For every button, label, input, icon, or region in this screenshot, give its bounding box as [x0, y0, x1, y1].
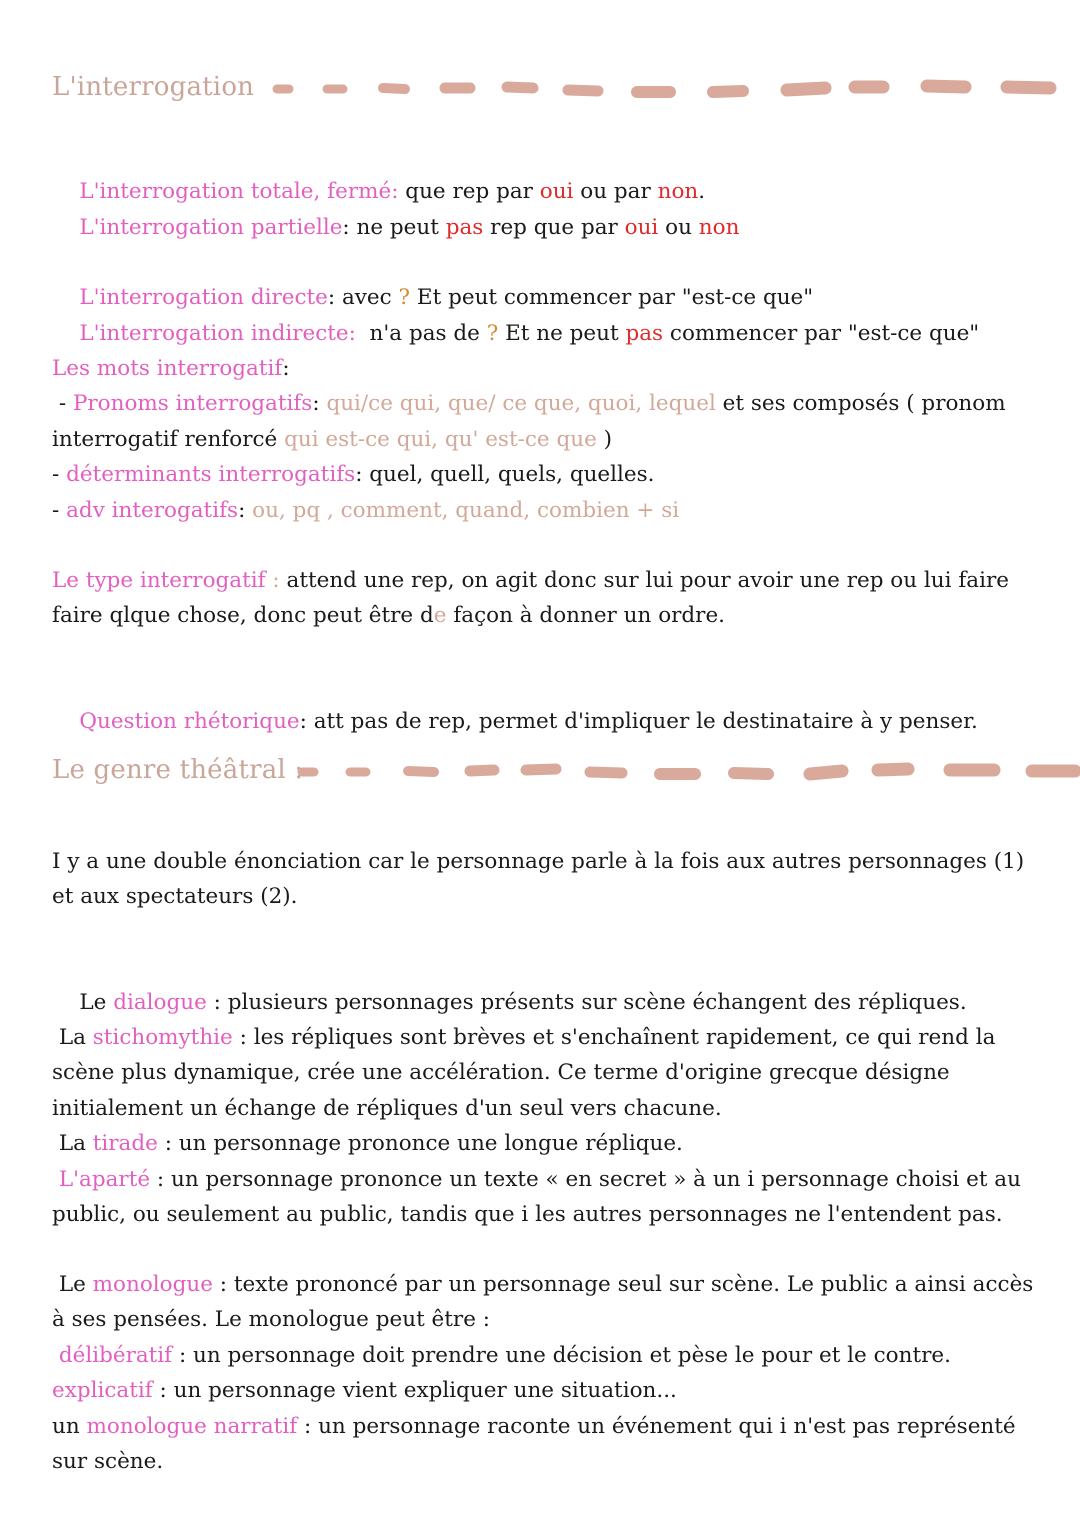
block-type-interrogatif: Le type interrogatif : attend une rep, on agit donc sur lui pour avoir une rep ou lui faire faire qlque chose, donc peut être de façon à donner un ordre. — [52, 568, 1010, 629]
term-monologue: monologue — [92, 1272, 213, 1297]
keyword-non: non — [657, 179, 699, 204]
term-interrogation-totale: L'interrogation totale, fermé: — [79, 179, 399, 204]
term-stichomythie: stichomythie — [92, 1025, 233, 1050]
keyword-non: non — [698, 215, 740, 240]
section-title-genre-theatral: Le genre théâtral : — [52, 755, 304, 785]
block-stichomythie: La stichomythie : les répliques sont brèves et s'enchaînent rapidement, ce qui rend la scène plus dynamique, crée une accélération. Ce terme d'origine grecque désigne initialement un échange de répliques d'un seul vers chacune. La tirade : un personnage prononce une longue réplique. L'aparté : un personnage prononce un texte « en secret » à un i personnage choisi et au public, ou seulement au public, tandis que i les autres personnages ne l'entendent pas. — [52, 1020, 1052, 1232]
aparte-row: L'aparté : un personnage prononce un texte « en secret » à un i personnage choisi et au — [58, 1166, 1021, 1192]
keyword-oui: oui — [624, 215, 659, 240]
question-mark: ? — [398, 285, 411, 310]
line-interrogation-indirecte: L'interrogation indirecte: n'a pas de ? Et ne peut pas commencer par "est-ce que" — [79, 321, 980, 346]
term-aparte: L'aparté — [58, 1166, 151, 1192]
block-mots-interrogatifs — [52, 351, 1052, 528]
term-deliberatif: délibératif — [58, 1342, 173, 1368]
term-adv-interrogatifs: adv interogatifs — [66, 497, 239, 523]
decorative-dashed-line — [290, 754, 1080, 790]
term-interrogation-directe: L'interrogation directe — [79, 285, 328, 310]
keyword-pas: pas — [445, 215, 484, 240]
term-monologue-narratif: monologue narratif — [86, 1413, 298, 1439]
block-monologue: Le monologue : texte prononcé par un personnage seul sur scène. Le public a ainsi accès à ses pensées. Le monologue peut être : délibératif : un personnage doit prendre une décision et pèse le pour et le contre. explicatif : un personnage vient expliquer une situation... un monologue narratif : un personnage raconte un événement qui i n'est pas représenté sur scène. — [52, 1267, 1052, 1479]
line-interrogation-totale: L'interrogation totale, fermé: que rep par oui ou par non. — [79, 179, 706, 204]
line-question-rhetorique: Question rhétorique: att pas de rep, permet d'impliquer le destinataire à y penser. — [79, 709, 978, 734]
adverbes-row: - adv interogatifs: ou, pq , comment, quand, combien + si — [52, 497, 680, 523]
pronoms-row: - Pronoms interrogatifs: qui/ce qui, que/ ce que, quoi, lequel et ses composés ( pronom — [52, 391, 1006, 417]
adverbes-list: ou, pq , comment, quand, combien + si — [252, 497, 680, 523]
explicatif-row: explicatif : un personnage vient expliquer une situation... — [52, 1378, 677, 1404]
pronoms-list: qui/ce qui, que/ ce que, quoi, lequel — [326, 391, 716, 417]
mots-title-row: Les mots interrogatif: — [52, 356, 290, 381]
term-tirade: tirade — [92, 1131, 158, 1157]
question-mark: ? — [486, 321, 499, 346]
term-question-rhetorique: Question rhétorique — [79, 709, 300, 734]
renforce-row: interrogatif renforcé qui est-ce qui, qu' est-ce que ) — [52, 426, 613, 452]
term-type-interrogatif: Le type interrogatif — [52, 568, 266, 593]
term-explicatif: explicatif — [52, 1378, 153, 1404]
line-dialogue: Le dialogue : plusieurs personnages présents sur scène échangent des répliques. — [79, 990, 967, 1015]
keyword-oui: oui — [539, 179, 574, 204]
decorative-dashed-line — [265, 72, 1065, 108]
line-interrogation-partielle: L'interrogation partielle: ne peut pas rep que par oui ou non — [79, 215, 740, 240]
term-dialogue: dialogue — [113, 990, 207, 1015]
keyword-pas: pas — [625, 321, 664, 346]
term-interrogation-indirecte: L'interrogation indirecte: — [79, 321, 356, 346]
narratif-row: un monologue narratif : un personnage raconte un événement qui i n'est pas représenté — [52, 1413, 1016, 1439]
renforce-list: qui est-ce qui, qu' est-ce que — [284, 426, 597, 452]
term-determinants-interrogatifs: déterminants interrogatifs — [66, 462, 356, 488]
block-double-enonciation: I y a une double énonciation car le personnage parle à la fois aux autres personnages (1) et aux spectateurs (2). — [52, 849, 1025, 910]
line-interrogation-directe: L'interrogation directe: avec ? Et peut commencer par "est-ce que" — [79, 285, 814, 310]
section-title-interrogation: L'interrogation — [52, 72, 255, 102]
term-pronoms-interrogatifs: Pronoms interrogatifs — [72, 391, 313, 417]
term-interrogation-partielle: L'interrogation partielle — [79, 215, 343, 240]
tirade-row: La tirade : un personnage prononce une longue réplique. — [52, 1131, 683, 1157]
determinants-row: - déterminants interrogatifs: quel, quell, quels, quelles. — [52, 462, 655, 488]
deliberatif-row: délibératif : un personnage doit prendre une décision et pèse le pour et le contre. — [58, 1342, 951, 1368]
term-mots-interrogatif: Les mots interrogatif — [52, 356, 283, 381]
